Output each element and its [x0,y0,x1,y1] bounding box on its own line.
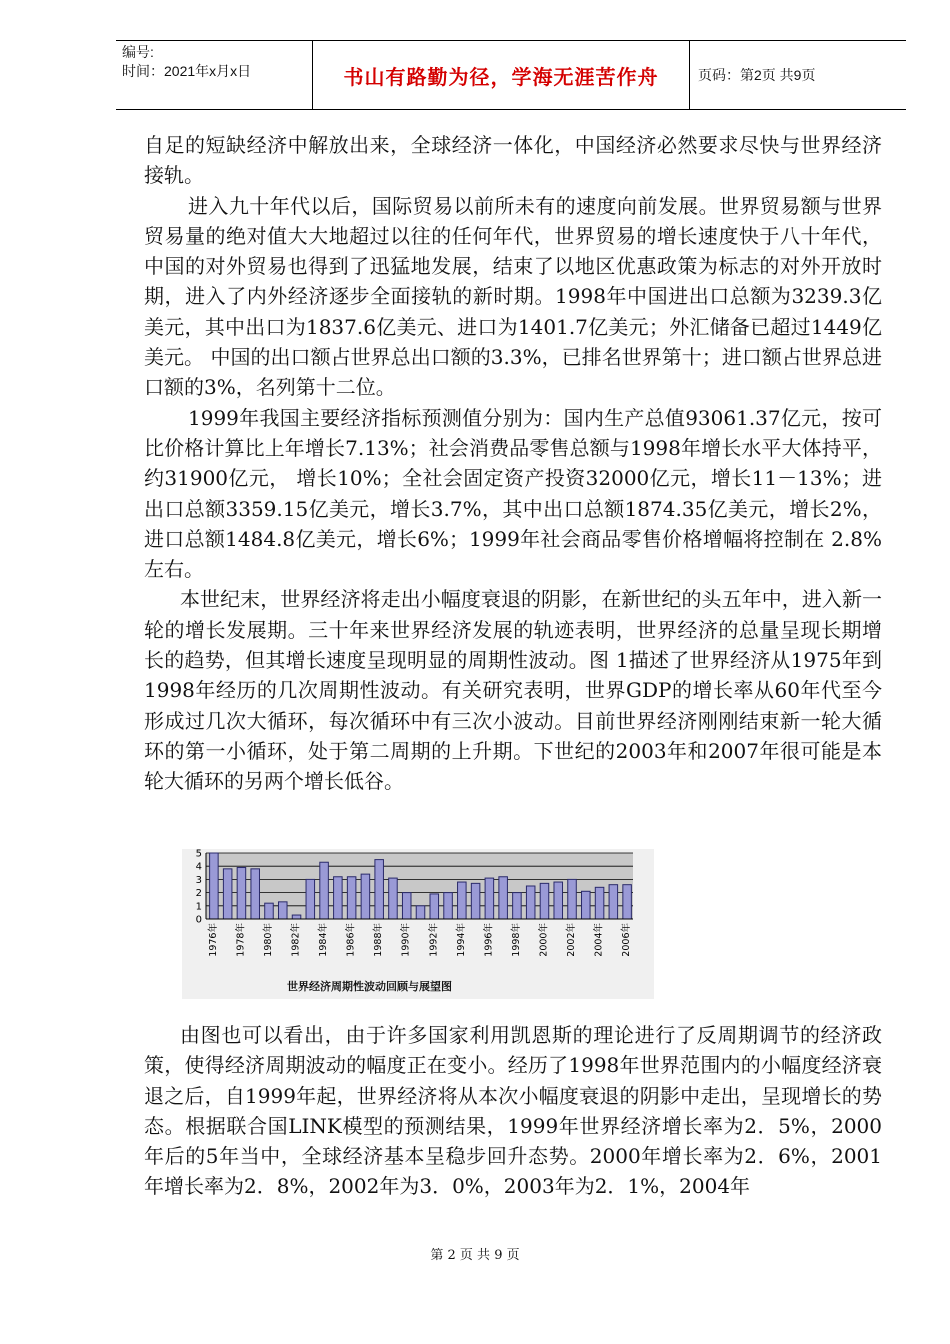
x-tick-label: 1988年 [373,923,385,957]
bar [416,906,425,919]
world-economy-chart [182,849,654,999]
x-tick-label: 2006年 [621,923,633,957]
x-tick-label: 1992年 [428,923,440,957]
bar [444,893,453,919]
y-tick-label: 4 [195,861,202,873]
header-page-info: 页码：第2页 共9页 [698,67,816,83]
paragraph: 由图也可以看出，由于许多国家利用凯恩斯的理论进行了反周期调节的经济政策，使得经济周期波动的幅度正在变小。经历了1998年世界范围内的小幅度经济衰退之后，自1999年起，世界经济将从本次小幅度衰退的阴影中走出，呈现增长的势态。根据联合国LINK模型的预测结果，1999年世界经济增长率为2．5%，2000年后的5年当中，全球经济基本呈稳步回升态势。2000年增长率为2．6%，2001年增长率为2．8%，2002年为3．0%，2003年为2．1%，2004年 [144,1023,882,1199]
bar [210,853,219,919]
bar [389,878,398,919]
paragraph: 进入九十年代以后，国际贸易以前所未有的速度向前发展。世界贸易额与世界贸易量的绝对值大大地超过以往的任何年代，世界贸易的增长速度快于八十年代，中国的对外贸易也得到了迅猛地发展，结束了以地区优惠政策为标志的对外开放时期，进入了内外经济逐步全面接轨的新时期。1998年中国进出口总额为3239.3亿美元，其中出口为1837.6亿美元、进口为1401.7亿美元；外汇储备已超过1449亿美元。 中国的出口额占世界总出口额的3.3%，已排名世界第十；进口额占世界总进口额的3%，名列第十二位。 [144,193,882,400]
y-tick-label: 1 [195,901,202,913]
bar [237,868,246,919]
body-text [144,130,882,797]
header-meta [116,41,313,109]
bar [595,887,604,919]
y-tick-label: 5 [195,849,202,860]
x-tick-label: 1986年 [345,923,357,957]
x-tick-label: 2004年 [593,923,605,957]
chart-title: 世界经济周期性波动回顾与展望图 [287,980,452,993]
x-tick-label: 1990年 [400,923,412,957]
x-tick-label: 1976年 [207,923,219,957]
x-tick-label: 1994年 [455,923,467,957]
bar [554,882,563,919]
x-tick-label: 1984年 [318,923,330,957]
x-tick-label: 1982年 [290,923,302,957]
y-tick-label: 2 [195,888,202,900]
bar-chart [182,849,654,977]
bar [609,885,618,919]
body-text-after-chart [144,1020,882,1202]
x-tick-label: 1978年 [235,923,247,957]
paragraph: 1999年我国主要经济指标预测值分别为：国内生产总值93061.37亿元，按可比价格计算比上年增长7.13%；社会消费品零售总额与1998年增长水平大体持平，约31900亿元， 增长10%；全社会固定资产投资32000亿元，增长11－13%；进出口总额3359.15亿美元，增长3.7%，其中出口总额1874.35亿美元，增长2%，进口总额1484.8亿美元，增长6%；1999年社会商品零售价格增幅将控制在 2.8%左右。 [144,405,882,582]
bar [334,877,343,919]
bar [347,877,356,919]
bar [568,879,577,919]
y-tick-label: 3 [195,874,202,886]
paragraph: 自足的短缺经济中解放出来，全球经济一体化，中国经济必然要求尽快与世界经济接轨。 [144,133,882,188]
bar [582,891,591,919]
x-tick-label: 1980年 [262,923,274,957]
bar [265,903,274,919]
header-motto: 书山有路勤为径，学海无涯苦作舟 [313,41,690,109]
page-footer: 第 2 页 共 9 页 [430,1248,520,1263]
x-tick-label: 1996年 [483,923,495,957]
bar [306,879,315,919]
bar [526,886,535,919]
bar [513,893,522,919]
bar [223,869,232,919]
bar [402,893,411,919]
y-tick-label: 0 [195,914,202,926]
document-number-label: 编号: [122,44,154,60]
bar [292,915,301,919]
bar [278,902,287,919]
bar [320,862,329,919]
bar [485,878,494,919]
bar [361,874,370,919]
bar [540,883,549,919]
bar [458,882,467,919]
page-header [116,40,906,110]
bar [623,885,632,919]
bar [430,894,439,919]
bar [499,877,508,919]
x-tick-label: 1998年 [510,923,522,957]
document-time: 时间：2021年x月x日 [122,63,252,79]
bar [375,860,384,919]
x-tick-label: 2002年 [566,923,578,957]
bar [251,869,260,919]
paragraph: 本世纪末，世界经济将走出小幅度衰退的阴影，在新世纪的头五年中，进入新一轮的增长发展期。三十年来世界经济发展的轨迹表明，世界经济的总量呈现长期增长的趋势，但其增长速度呈现明显的周期性波动。图 1描述了世界经济从1975年到1998年经历的几次周期性波动。有关研究表明，世界GDP的增长率从60年代至今形成过几次大循环，每次循环中有三次小波动。目前世界经济刚刚结束新一轮大循环的第一小循环，处于第二周期的上升期。下世纪的2003年和2007年很可能是本轮大循环的另两个增长低谷。 [144,587,882,794]
x-tick-label: 2000年 [538,923,550,957]
bar [471,883,480,919]
